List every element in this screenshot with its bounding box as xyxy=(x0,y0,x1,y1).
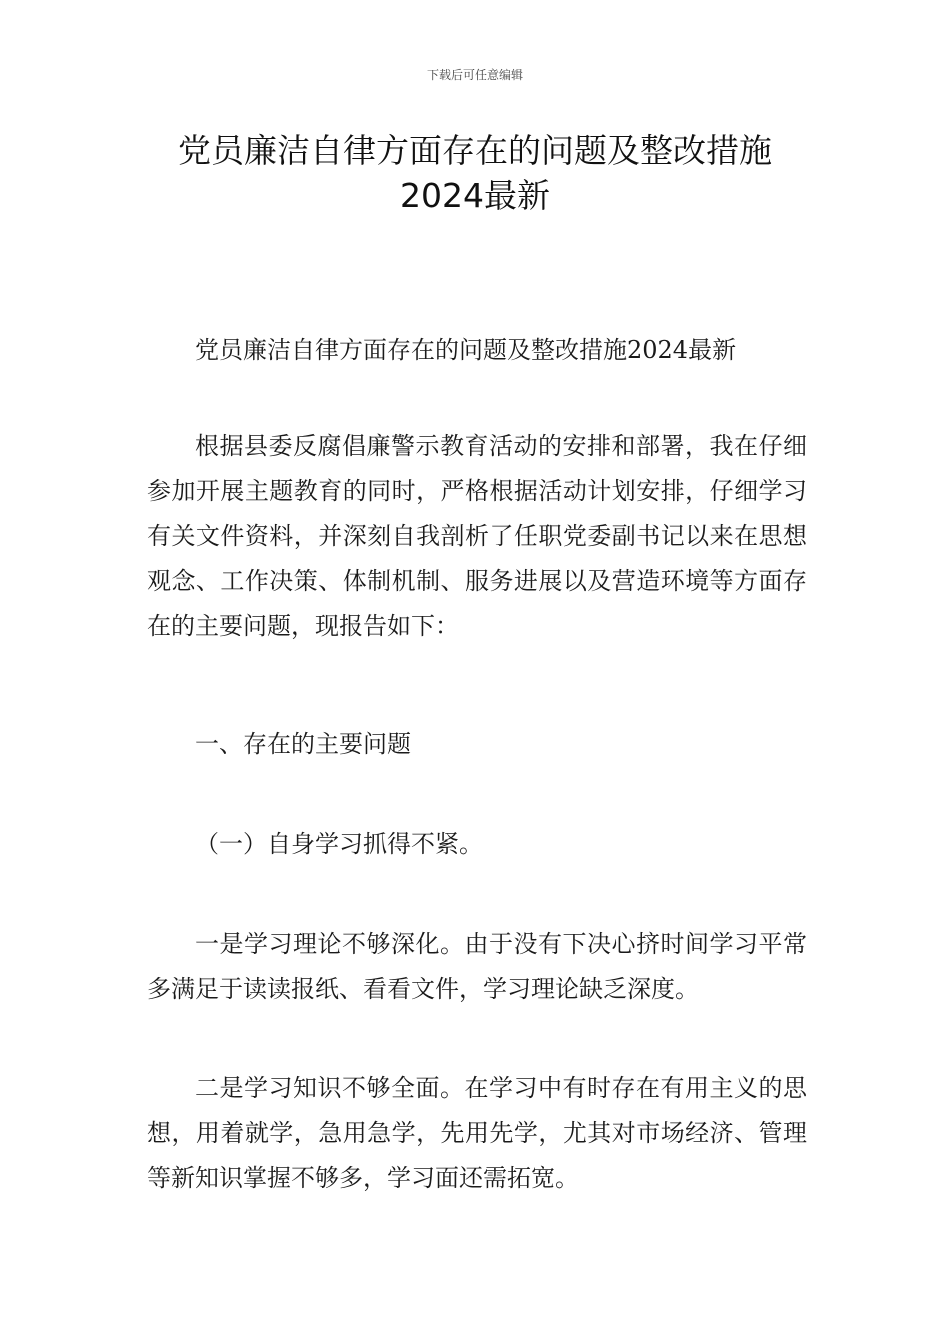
document-title-line-2: 2024最新 xyxy=(400,176,550,215)
point-one-paragraph: 一是学习理论不够深化。由于没有下决心挤时间学习平常多满足于读读报纸、看看文件，学习理论缺乏深度。 xyxy=(147,930,807,1003)
subsection-heading: （一）自身学习抓得不紧。 xyxy=(195,830,483,858)
point-two-block xyxy=(147,1066,807,1201)
intro-paragraph-block xyxy=(147,424,807,649)
point-two-paragraph: 二是学习知识不够全面。在学习中有时存在有用主义的思想，用着就学，急用急学，先用先学，尤其对市场经济、管理等新知识掌握不够多，学习面还需拓宽。 xyxy=(147,1074,807,1192)
intro-paragraph: 根据县委反腐倡廉警示教育活动的安排和部署，我在仔细参加开展主题教育的同时，严格根据活动计划安排，仔细学习有关文件资料，并深刻自我剖析了任职党委副书记以来在思想观念、工作决策、体制机制、服务进展以及营造环境等方面存在的主要问题，现报告如下： xyxy=(147,432,807,640)
document-title-line-1: 党员廉洁自律方面存在的问题及整改措施 xyxy=(178,131,772,170)
header-note: 下载后可任意编辑 xyxy=(426,68,523,82)
body-subtitle-block xyxy=(147,328,807,373)
section-heading-block xyxy=(147,722,807,767)
document-title xyxy=(100,128,850,218)
body-subtitle: 党员廉洁自律方面存在的问题及整改措施2024最新 xyxy=(195,336,737,364)
subsection-heading-block xyxy=(147,822,807,867)
point-one-block xyxy=(147,922,807,1012)
section-heading: 一、存在的主要问题 xyxy=(195,730,411,758)
